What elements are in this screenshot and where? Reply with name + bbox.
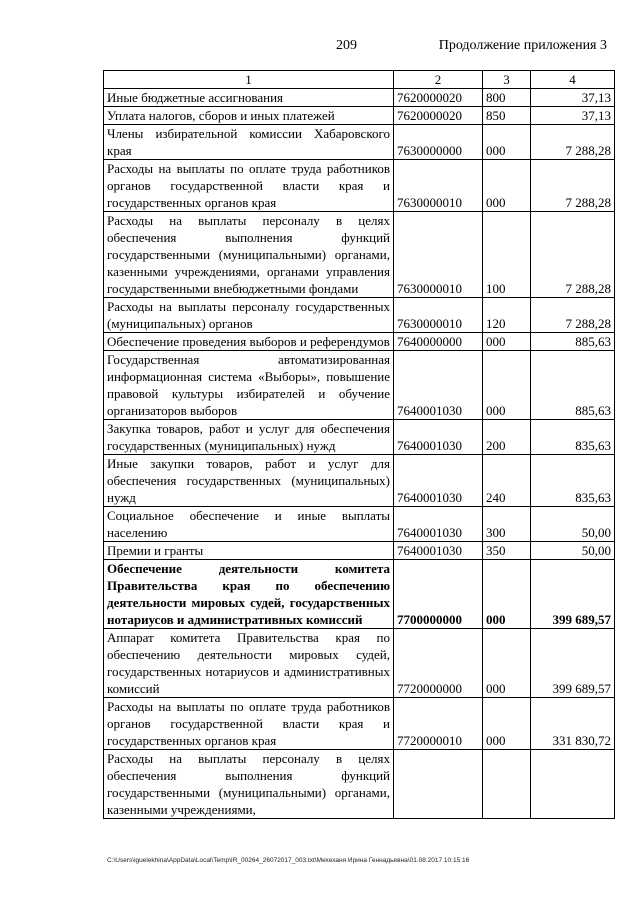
row-sum-cell: 50,00 [531,542,615,560]
row-name-cell: Расходы на выплаты по оплате труда работников органов государственной власти края и государственных органов края [104,698,394,750]
row-vr-cell: 000 [483,698,531,750]
file-path-footer: C:\Users\iguelekhina\AppData\Local\Temp\IR_00264_26072017_003.txt\Мехеханя Ирина Геннадьевна\01.08.2017 10:15:16 [107,857,470,864]
page-number: 209 [336,38,357,53]
row-sum-cell [531,750,615,819]
row-sum-cell: 50,00 [531,507,615,542]
row-sum-cell: 885,63 [531,351,615,420]
row-vr-cell: 850 [483,107,531,125]
row-vr-cell: 000 [483,629,531,698]
row-vr-cell: 300 [483,507,531,542]
row-vr-cell [483,750,531,819]
row-name-cell: Государственная автоматизированная информационная система «Выборы», повышение правовой культуры избирателей и обучение организаторов выборов [104,351,394,420]
budget-table [103,70,615,819]
row-name-cell: Обеспечение проведения выборов и референдумов [104,333,394,351]
row-sum-cell: 399 689,57 [531,560,615,629]
row-vr-cell: 000 [483,160,531,212]
row-name-cell: Социальное обеспечение и иные выплаты населению [104,507,394,542]
row-sum-cell: 37,13 [531,89,615,107]
row-vr-cell: 100 [483,212,531,298]
row-sum-cell: 37,13 [531,107,615,125]
row-name-cell: Уплата налогов, сборов и иных платежей [104,107,394,125]
row-name-cell: Члены избирательной комиссии Хабаровского края [104,125,394,160]
table-row [104,629,615,698]
row-name-cell: Расходы на выплаты по оплате труда работников органов государственной власти края и государственных органов края [104,160,394,212]
table-row [104,333,615,351]
row-name-cell: Премии и гранты [104,542,394,560]
table-row [104,455,615,507]
table-row [104,160,615,212]
row-code-cell: 7630000010 [394,160,483,212]
row-code-cell: 7630000000 [394,125,483,160]
row-sum-cell: 835,63 [531,455,615,507]
row-sum-cell: 399 689,57 [531,629,615,698]
row-code-cell: 7640000000 [394,333,483,351]
row-vr-cell: 200 [483,420,531,455]
table-row [104,351,615,420]
row-vr-cell: 000 [483,333,531,351]
row-code-cell: 7640001030 [394,542,483,560]
row-name-cell: Аппарат комитета Правительства края по обеспечению деятельности мировых судей, государственных нотариусов и административных комиссий [104,629,394,698]
row-sum-cell: 885,63 [531,333,615,351]
continuation-title: Продолжение приложения 3 [438,38,607,53]
table-row [104,750,615,819]
row-code-cell [394,750,483,819]
row-vr-cell: 000 [483,560,531,629]
row-sum-cell: 7 288,28 [531,298,615,333]
row-code-cell: 7720000000 [394,629,483,698]
column-header-2: 2 [394,71,483,89]
table-row [104,698,615,750]
table-row [104,212,615,298]
row-name-cell: Расходы на выплаты персоналу в целях обеспечения выполнения функций государственными (муниципальными) органами, казенными учреждениями, [104,750,394,819]
row-code-cell: 7640001030 [394,507,483,542]
row-sum-cell: 331 830,72 [531,698,615,750]
row-code-cell: 7720000010 [394,698,483,750]
table-row [104,542,615,560]
column-number-row [104,71,615,89]
row-vr-cell: 350 [483,542,531,560]
row-sum-cell: 835,63 [531,420,615,455]
table-row [104,420,615,455]
row-name-cell: Иные закупки товаров, работ и услуг для обеспечения государственных (муниципальных) нужд [104,455,394,507]
row-vr-cell: 000 [483,351,531,420]
row-vr-cell: 000 [483,125,531,160]
table-row [104,107,615,125]
row-code-cell: 7640001030 [394,420,483,455]
row-name-cell: Обеспечение деятельности комитета Правительства края по обеспечению деятельности мировых судей, государственных нотариусов и административных комиссий [104,560,394,629]
table-row [104,125,615,160]
row-name-cell: Иные бюджетные ассигнования [104,89,394,107]
row-vr-cell: 240 [483,455,531,507]
column-header-4: 4 [531,71,615,89]
column-header-3: 3 [483,71,531,89]
row-code-cell: 7700000000 [394,560,483,629]
row-name-cell: Закупка товаров, работ и услуг для обеспечения государственных (муниципальных) нужд [104,420,394,455]
row-sum-cell: 7 288,28 [531,160,615,212]
row-sum-cell: 7 288,28 [531,125,615,160]
row-code-cell: 7630000010 [394,298,483,333]
table-row [104,560,615,629]
row-name-cell: Расходы на выплаты персоналу в целях обеспечения выполнения функций государственными (муниципальными) органами, казенными учреждениями, органами управления государственными внебюджетными фондами [104,212,394,298]
row-code-cell: 7620000020 [394,89,483,107]
table-row [104,89,615,107]
row-code-cell: 7620000020 [394,107,483,125]
column-header-1: 1 [104,71,394,89]
table-row [104,298,615,333]
row-name-cell: Расходы на выплаты персоналу государственных (муниципальных) органов [104,298,394,333]
row-vr-cell: 120 [483,298,531,333]
row-code-cell: 7640001030 [394,351,483,420]
row-vr-cell: 800 [483,89,531,107]
table-row [104,507,615,542]
row-sum-cell: 7 288,28 [531,212,615,298]
row-code-cell: 7640001030 [394,455,483,507]
row-code-cell: 7630000010 [394,212,483,298]
